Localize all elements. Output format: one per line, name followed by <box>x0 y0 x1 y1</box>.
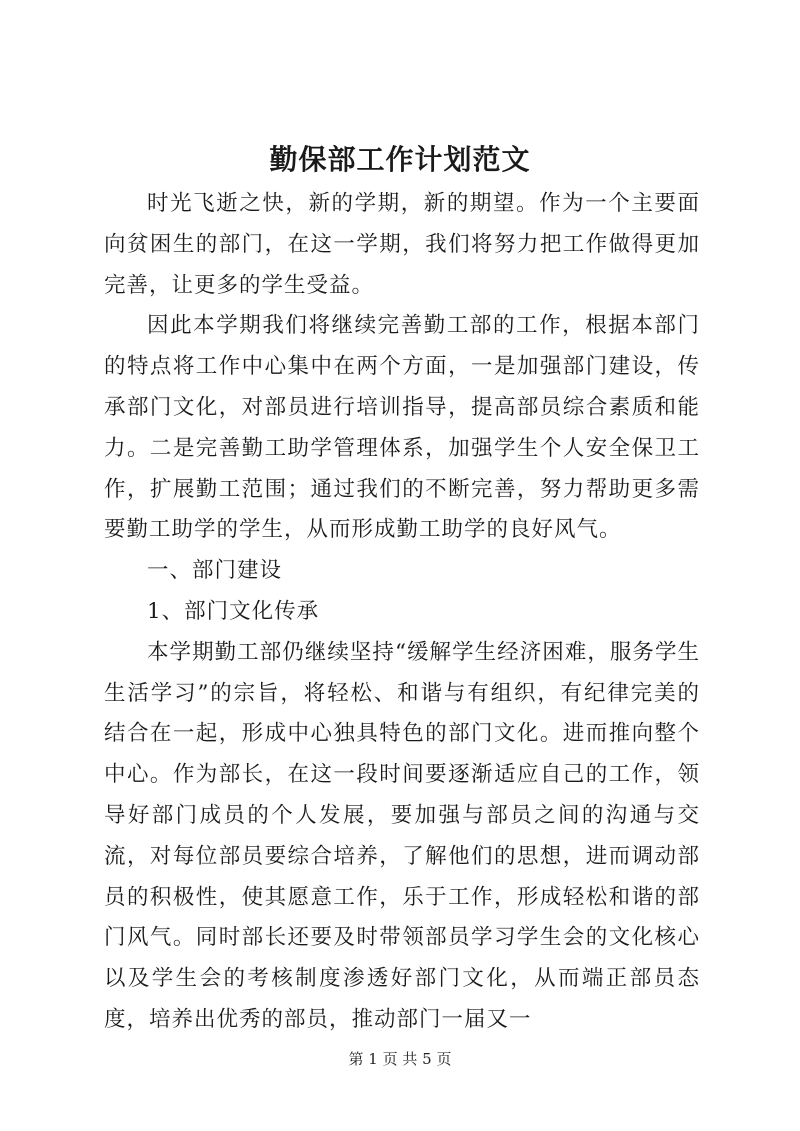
page-number-footer: 第 1 页 共 5 页 <box>348 1050 452 1068</box>
paragraph-culture: 本学期勤工部仍继续坚持“缓解学生经济困难，服务学生生活学习”的宗旨，将轻松、和谐与有组织，有纪律完美的结合在一起，形成中心独具特色的部门文化。进而推向整个中心。作为部长，在这一段时间要逐渐适应自己的工作，领导好部门成员的个人发展，要加强与部员之间的沟通与交流，对每位部员要综合培养，了解他们的思想，进而调动部员的积极性，使其愿意工作，乐于工作，形成轻松和谐的部门风气。同时部长还要及时带领部员学习学生会的文化核心以及学生会的考核制度渗透好部门文化，从而端正部员态度，培养出优秀的部员，推动部门一届又一 <box>104 639 700 1032</box>
subsection-heading-culture: 1、部门文化传承 <box>147 598 320 624</box>
document-title: 勤保部工作计划范文 <box>269 143 531 176</box>
section-heading-department-building: 一、部门建设 <box>147 558 283 584</box>
paragraph-intro: 时光飞逝之快，新的学期，新的期望。作为一个主要面向贫困生的部门，在这一学期，我们将努力把工作做得更加完善，让更多的学生受益。 <box>104 191 700 298</box>
document-body <box>104 184 700 1041</box>
paragraph-focus: 因此本学期我们将继续完善勤工部的工作，根据本部门的特点将工作中心集中在两个方面，一是加强部门建设，传承部门文化，对部员进行培训指导，提高部员综合素质和能力。二是完善勤工助学管理体系，加强学生个人安全保卫工作，扩展勤工范围；通过我们的不断完善，努力帮助更多需要勤工助学的学生，从而形成勤工助学的良好风气。 <box>104 313 700 543</box>
